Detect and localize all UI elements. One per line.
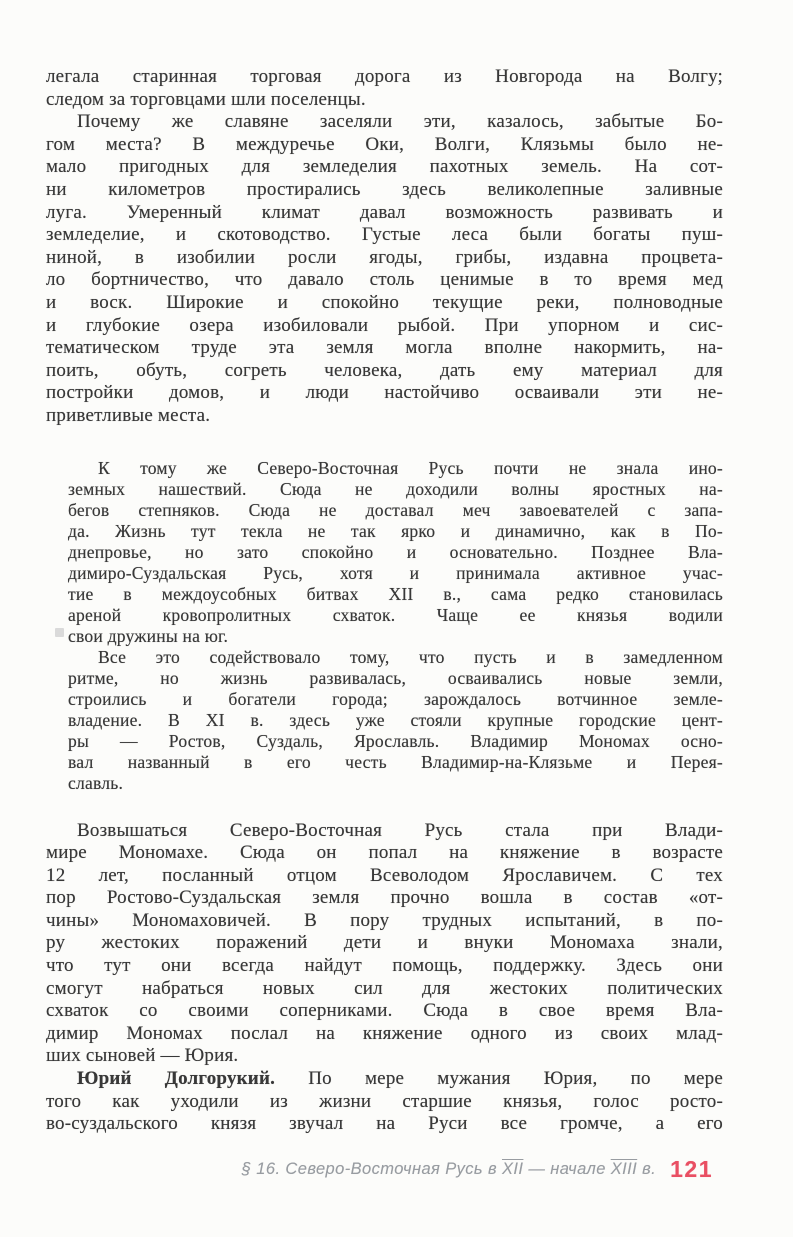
text-line: смогут набраться новых сил для жестоких политических [46,977,723,999]
text-line: ни километров простирались здесь великолепные заливные [46,178,723,200]
text-line: строились и богатели города; зарождалось вотчинное земле- [68,688,723,709]
text-line: ших сыновей — Юрия. [46,1045,239,1067]
text-line: пор Ростово-Суздальская земля прочно вошла в состав «от- [46,887,723,909]
text-line: тематическом труде эта земля могла вполне накормить, на- [46,337,723,359]
text-line: днепровье, но зато спокойно и основательно. Позднее Вла- [68,541,723,562]
text-line: ло бортничество, что давало столь ценимые в то время мед [46,269,723,291]
text-line: чины» Мономаховичей. В пору трудных испытаний, в по- [46,909,723,931]
text-line: постройки домов, и люди настойчиво осваивали эти не- [46,382,723,404]
text-line: Все это содействовало тому, что пусть и в замедленном [98,646,723,667]
text-line: димир Мономах послал на княжение одного из своих млад- [46,1022,723,1044]
text-line: и глубокие озера изобиловали рыбой. При упорном и сис- [46,314,723,336]
text-line: тие в междоусобных битвах XII в., сама редко становилась [68,583,723,604]
text-line: мало пригодных для земледелия пахотных земель. На сот- [46,156,723,178]
text-line: и воск. Широкие и спокойно текущие реки, полноводные [46,291,723,313]
paragraph [68,647,723,794]
text-line: во-суздальского князя звучал на Руси все громче, а его [46,1113,723,1135]
text-line: мире Мономахе. Сюда он попал на княжение в возрасте [46,842,723,864]
text-line: Возвышаться Северо-Восточная Русь стала при Влади- [77,819,723,841]
text-line: следом за торговцами шли поселенцы. [46,88,366,110]
text-line: легала старинная торговая дорога из Новгорода на Волгу; [46,66,723,87]
paragraph [46,111,723,427]
roman-numeral: XIII [610,1159,638,1178]
running-title-text: в. [637,1159,657,1178]
text-line: ру жестоких поражений дети и внуки Мономаха знали, [46,932,723,954]
paragraph [46,1068,723,1136]
text-line: что тут они всегда найдут помощь, поддержку. Здесь они [46,955,723,977]
text-line: гом места? В междуречье Оки, Волги, Клязьмы было не- [46,133,723,155]
text-line: вал названный в его честь Владимир-на-Клязьме и Перея- [68,751,723,772]
scan-smudge-mark [55,628,64,637]
roman-numeral: $\overline{XII}$ [501,1159,524,1178]
text-line: поить, обуть, согреть человека, дать ему материал для [46,359,723,381]
page-text [46,66,723,1136]
text-line: того как уходили из жизни старшие князья, голос росто- [46,1090,723,1112]
text-line: свои дружины на юг. [68,625,229,646]
text-line: ареной кровопролитных схваток. Чаще ее князья водили [68,604,723,625]
text-line: земных нашествий. Сюда не доходили волны яростных на- [68,478,723,499]
text-line: Почему же славяне заселяли эти, казалось, забытые Бо- [77,111,723,133]
text-line: димиро-Суздальская Русь, хотя и принимала активное учас- [68,562,723,583]
running-title-text: § 16. Северо-Восточная Русь в [241,1159,502,1178]
paragraph [46,820,723,1069]
text-line: ры — Ростов, Суздаль, Ярославль. Владимир Мономах осно- [68,730,723,751]
text-line: земледелие, и скотоводство. Густые леса были богаты пуш- [46,224,723,246]
text-line: Юрий Долгорукий. По мере мужания Юрия, по мере [77,1068,723,1090]
text-line: да. Жизнь тут текла не так ярко и динамично, как в По- [68,520,723,541]
text-line: ниной, в изобилии росли ягоды, грибы, издавна процвета- [46,246,723,268]
text-line: ритме, но жизнь развивалась, осваивались новые земли, [68,667,723,688]
running-title-text: — начале [523,1159,611,1178]
text-line: К тому же Северо-Восточная Русь почти не знала ино- [98,457,723,478]
text-line: схваток со своими соперниками. Сюда в свое время Вла- [46,1000,723,1022]
page-footer [46,1156,723,1183]
text-line: славль. [68,772,124,793]
paragraph [46,66,723,111]
text-line: владение. В XI в. здесь уже стояли крупные городские цент- [68,709,723,730]
text-line: бегов степняков. Сюда не доставал меч завоевателей с запа- [68,499,723,520]
paragraph [68,458,723,647]
section-running-title [242,1160,656,1179]
text-line: 12 лет, посланный отцом Всеволодом Ярославичем. С тех [46,864,723,886]
text-line: приветливые места. [46,404,211,426]
page-number: 121 [670,1155,713,1182]
text-line: луга. Умеренный климат давал возможность развивать и [46,201,723,223]
